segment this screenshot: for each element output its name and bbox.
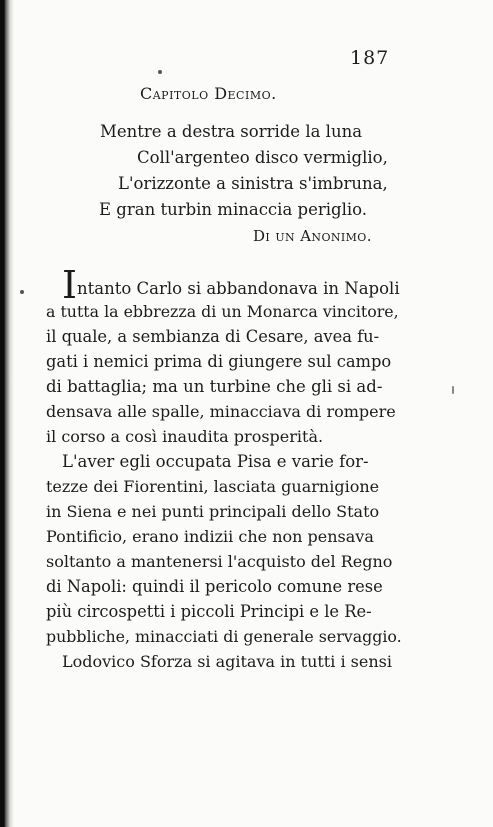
body-line xyxy=(62,262,400,307)
binding-edge xyxy=(0,0,14,827)
body-line: Pontificio, erano indizii che non pensava xyxy=(46,527,374,546)
body-line: L'aver egli occupata Pisa e varie for- xyxy=(62,452,369,471)
body-line: densava alle spalle, minacciava di rompere xyxy=(46,402,396,421)
body-line: Lodovico Sforza si agitava in tutti i sensi xyxy=(62,652,392,671)
body-line: di Napoli: quindi il pericolo comune rese xyxy=(46,577,383,596)
body-line: tezze dei Fiorentini, lasciata guarnigione xyxy=(46,477,380,496)
ink-speck xyxy=(158,70,162,74)
page-number: 187 xyxy=(350,47,390,69)
body-line-text: ntanto Carlo si abbandonava in Napoli xyxy=(77,279,400,298)
epigraph-verse: E gran turbin minaccia periglio. xyxy=(99,200,368,219)
body-line: più circospetti i piccoli Principi e le Re- xyxy=(46,602,372,621)
body-line: in Siena e nei punti principali dello Stato xyxy=(46,502,380,521)
body-line: soltanto a mantenersi l'acquisto del Regno xyxy=(46,552,393,571)
body-line: il quale, a sembianza di Cesare, avea fu- xyxy=(46,327,380,346)
body-line: gati i nemici prima di giungere sul campo xyxy=(46,352,392,371)
drop-cap: I xyxy=(62,263,78,307)
chapter-title: Capitolo Decimo. xyxy=(140,84,277,103)
epigraph-verse: L'orizzonte a sinistra s'imbruna, xyxy=(118,174,388,193)
body-line: il corso a così inaudita prosperità. xyxy=(46,427,324,446)
body-line: pubbliche, minacciati di generale servaggio. xyxy=(46,627,402,646)
body-line: di battaglia; ma un turbine che gli si ad- xyxy=(46,377,383,396)
body-line: a tutta la ebbrezza di un Monarca vincitore, xyxy=(46,302,399,321)
epigraph-verse: Coll'argenteo disco vermiglio, xyxy=(137,148,388,167)
epigraph-verse: Mentre a destra sorride la luna xyxy=(100,122,363,141)
epigraph-attribution: Di un Anonimo. xyxy=(253,227,372,245)
ink-speck xyxy=(452,386,454,394)
ink-speck xyxy=(20,290,24,294)
